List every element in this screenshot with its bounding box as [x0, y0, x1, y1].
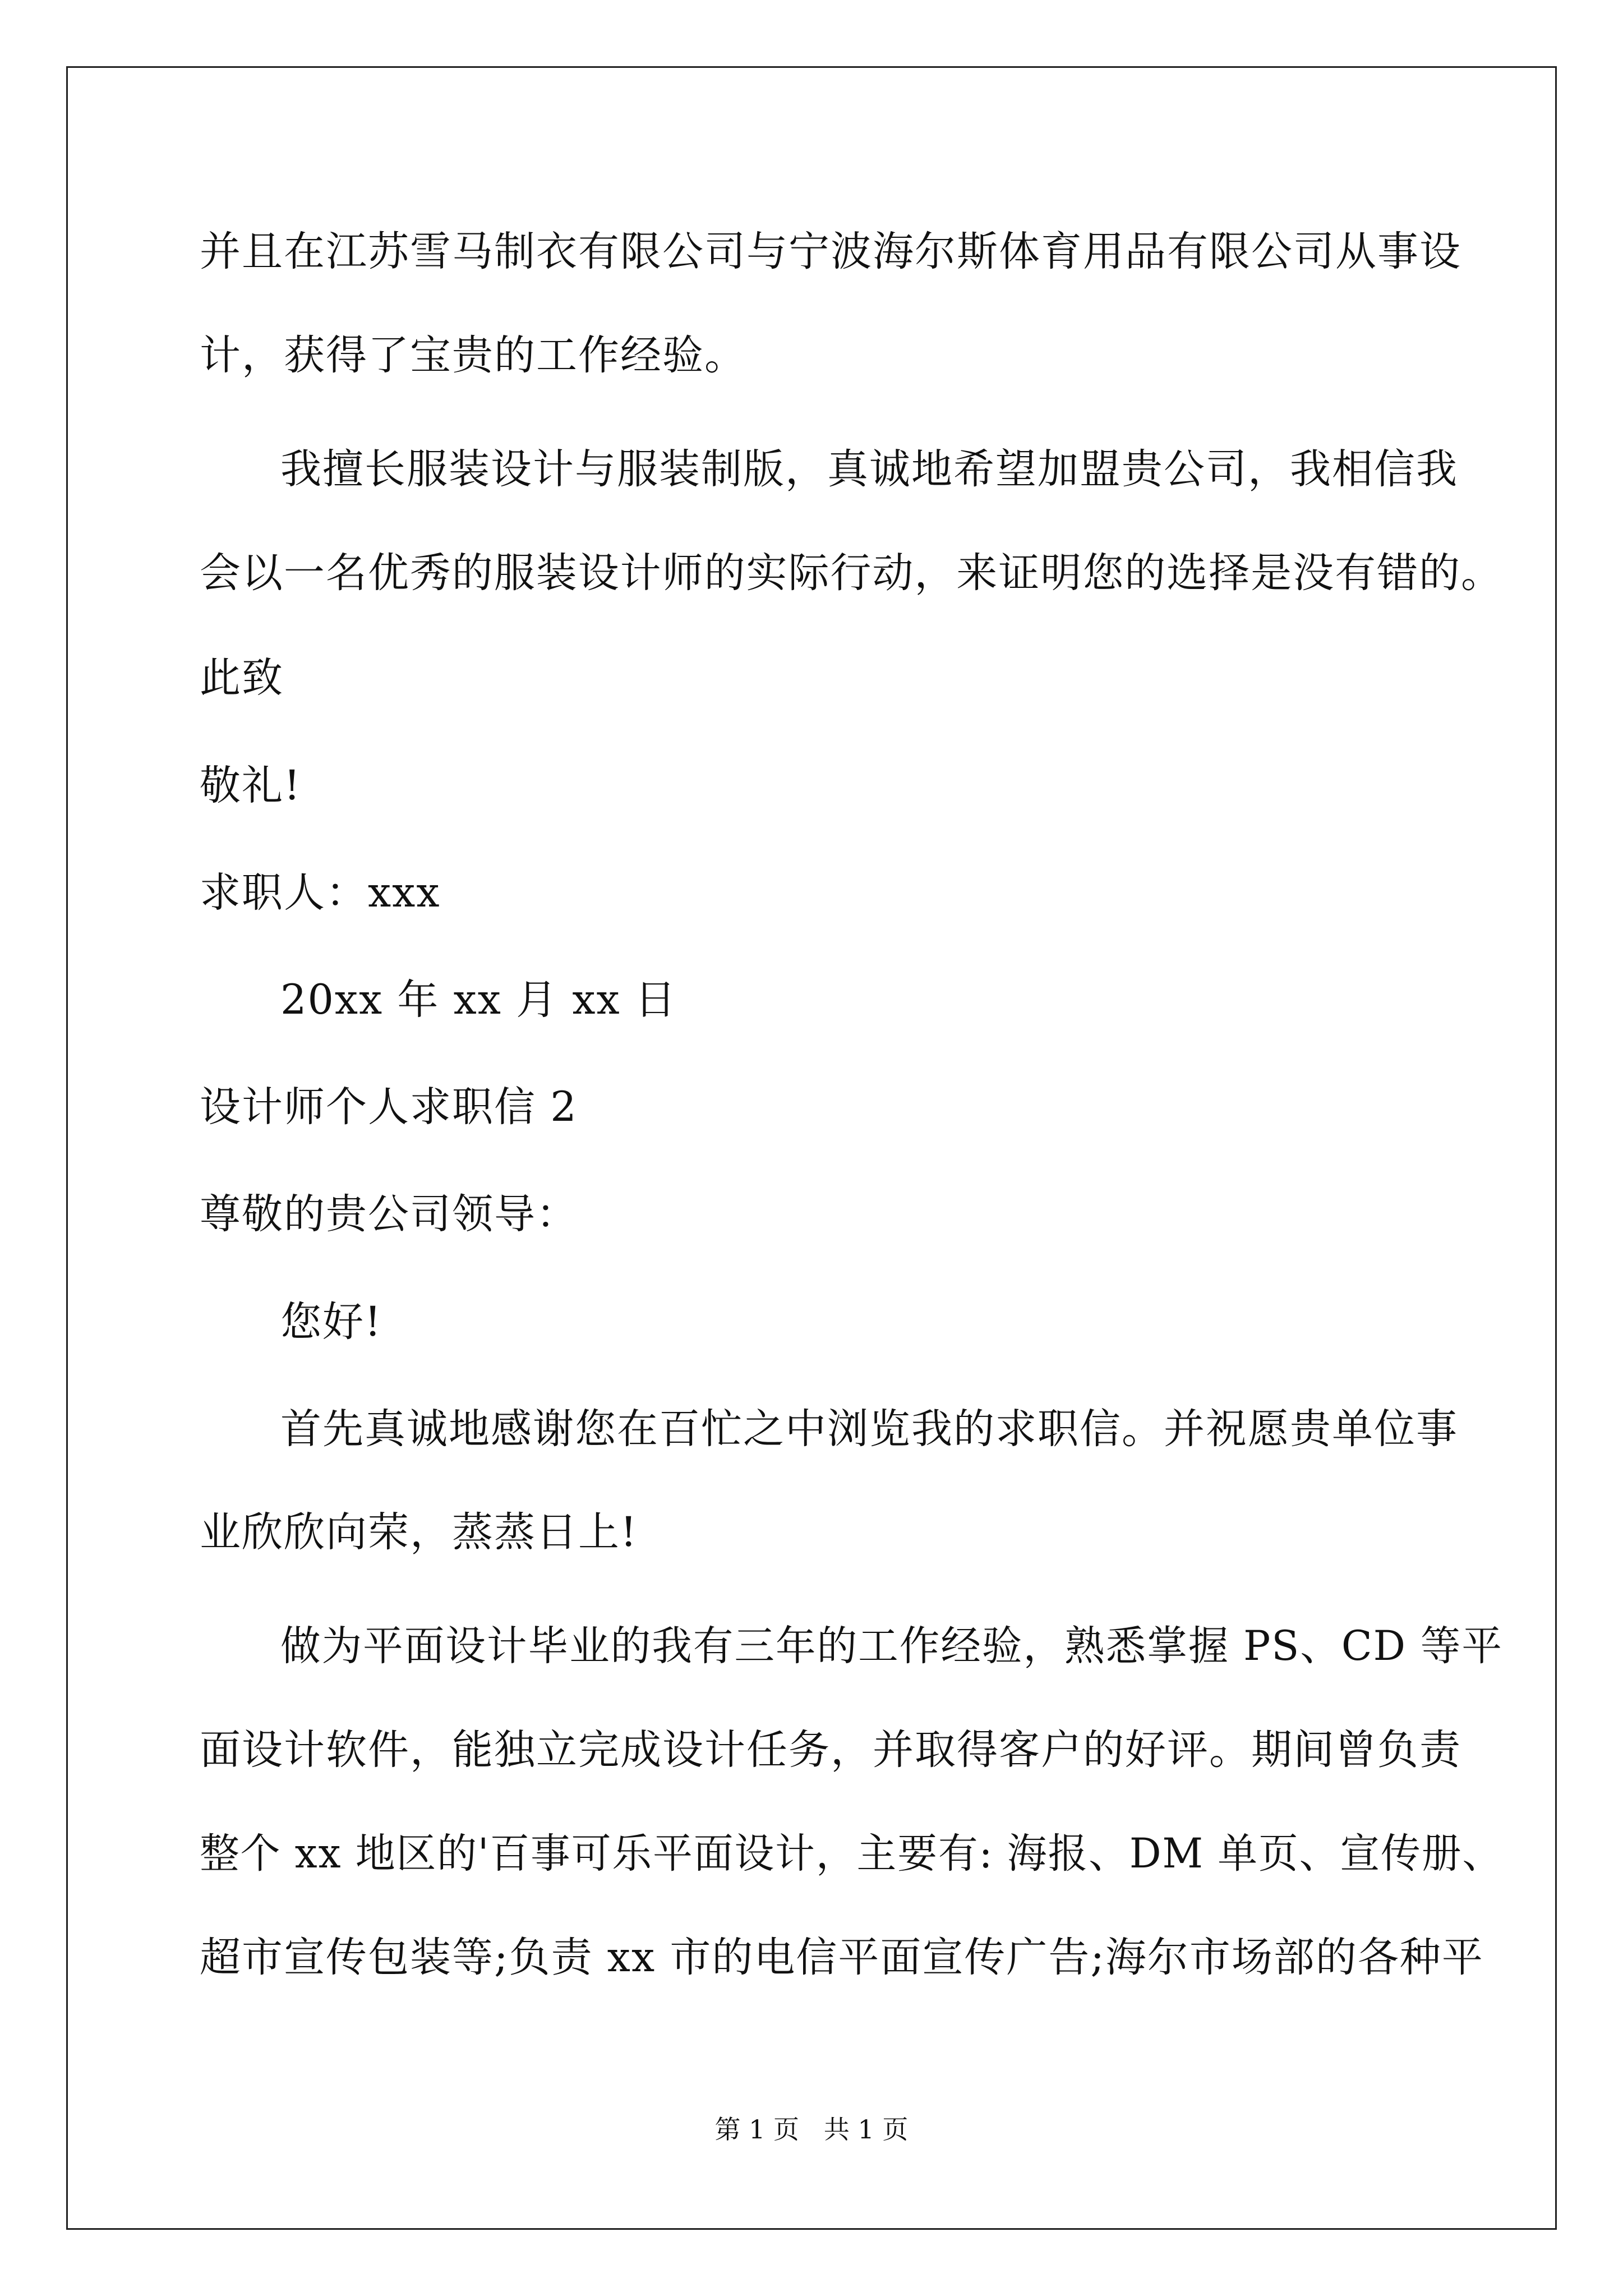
body-line-7: 做为平面设计毕业的我有三年的工作经验，熟悉掌握 PS、CD 等平: [280, 1622, 1503, 1670]
body-line-10: 超市宣传包装等;负责 xx 市的电信平面宣传广告;海尔市场部的各种平: [200, 1934, 1484, 1981]
body-line-3: 我擅长服装设计与服装制版，真诚地希望加盟贵公司，我相信我: [280, 445, 1458, 493]
body-line-1: 并且在江苏雪马制衣有限公司与宁波海尔斯体育用品有限公司从事设: [200, 228, 1461, 275]
body-line-2: 计，获得了宝贵的工作经验。: [200, 332, 746, 379]
section-title: 设计师个人求职信 2: [200, 1083, 578, 1131]
closing-salutation: 此致: [200, 654, 284, 702]
body-line-6: 业欣欣向荣，蒸蒸日上!: [200, 1508, 638, 1556]
body-line-8: 面设计软件，能独立完成设计任务，并取得客户的好评。期间曾负责: [200, 1726, 1461, 1774]
body-line-9: 整个 xx 地区的'百事可乐平面设计，主要有: 海报、DM 单页、宣传册、: [200, 1830, 1504, 1878]
page-border: [66, 66, 1557, 2230]
page-number-footer: 第 1 页 共 1 页: [714, 2114, 909, 2145]
closing-regards: 敬礼!: [200, 762, 302, 809]
greeting-hello: 您好!: [280, 1298, 382, 1346]
body-line-5: 首先真诚地感谢您在百忙之中浏览我的求职信。并祝愿贵单位事: [280, 1405, 1458, 1453]
applicant-signature: 求职人：xxx: [200, 869, 441, 917]
body-line-4: 会以一名优秀的服装设计师的实际行动，来证明您的选择是没有错的。: [200, 549, 1503, 597]
greeting-recipient: 尊敬的贵公司领导：: [200, 1190, 578, 1238]
letter-date: 20xx 年 xx 月 xx 日: [280, 976, 677, 1024]
